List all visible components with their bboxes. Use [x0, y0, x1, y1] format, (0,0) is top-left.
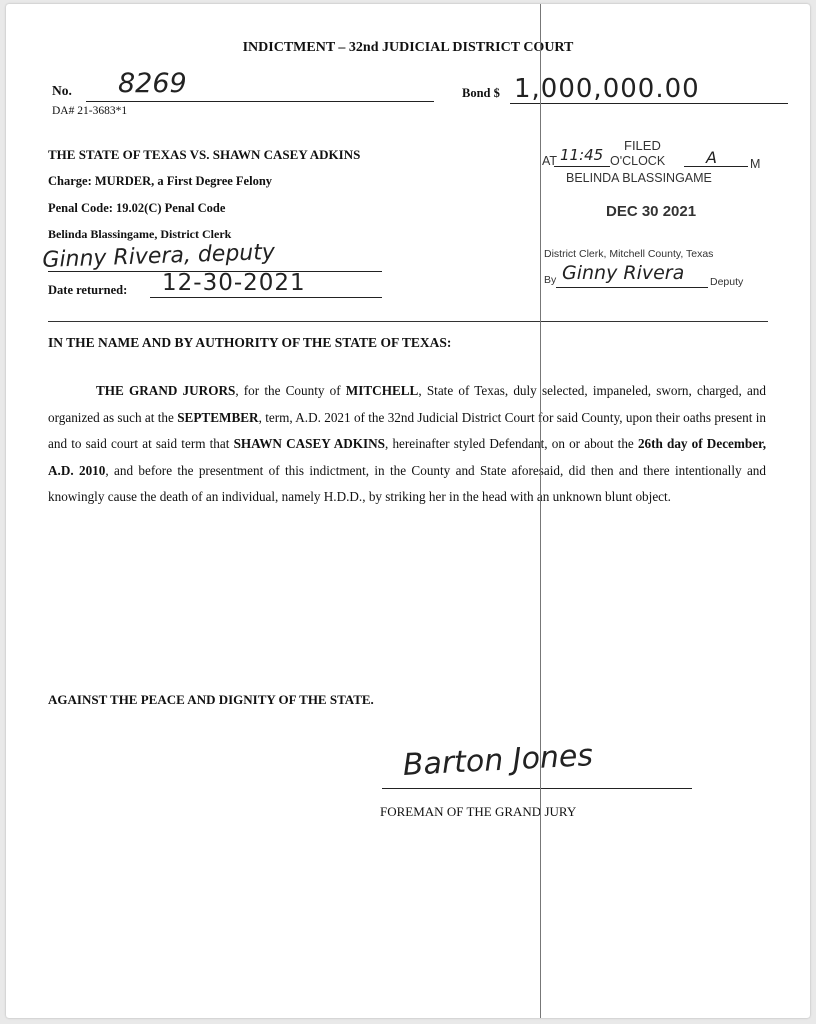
stamp-m: M: [750, 157, 761, 171]
foreman-signature: Barton Jones: [402, 738, 594, 783]
charge: Charge: MURDER, a First Degree Felony: [48, 174, 273, 188]
section-divider: [48, 321, 768, 322]
stamp-time-line: [554, 166, 610, 167]
body-text-4: , hereinafter styled Defendant, on or about the: [385, 436, 638, 451]
document-title: INDICTMENT – 32nd JUDICIAL DISTRICT COURT: [242, 40, 574, 55]
bond-line: [510, 103, 788, 104]
body-text-2: , State of Texas, duly selected, impaneled, sworn, charged, and organized as such at the: [48, 383, 766, 425]
county-name: MITCHELL: [345, 383, 419, 398]
closing-statement: AGAINST THE PEACE AND DIGNITY OF THE STATE.: [48, 692, 374, 707]
body-text-1: , for the County of: [235, 383, 346, 398]
indictment-body: [48, 378, 766, 511]
stamp-clerk-name: BELINDA BLASSINGAME: [566, 171, 712, 185]
offense-date: 26th day of December, A.D. 2010: [48, 436, 767, 478]
grand-jurors: THE GRAND JURORS: [96, 383, 236, 398]
date-returned-value: 12-30-2021: [162, 270, 306, 296]
district-clerk: Belinda Blassingame, District Clerk: [48, 227, 232, 241]
stamp-by-label: By: [544, 274, 557, 286]
stamp-am-line: [684, 166, 748, 167]
body-text-3: , term, A.D. 2021 of the 32nd Judicial District Court for said County, upon their oaths present in and to said court at said term that: [48, 409, 766, 451]
date-returned-line: [150, 297, 382, 298]
defendant-name: SHAWN CASEY ADKINS: [233, 436, 386, 451]
penal-code: Penal Code: 19.02(C) Penal Code: [48, 201, 226, 215]
stamp-at-label: AT: [542, 154, 558, 168]
authority-heading: IN THE NAME AND BY AUTHORITY OF THE STATE OF TEXAS:: [48, 335, 452, 350]
date-returned-label: Date returned:: [48, 283, 128, 297]
bond-amount: 1,000,000.00: [514, 74, 700, 104]
stamp-date: DEC 30 2021: [606, 203, 697, 220]
stamp-time: 11:45: [560, 146, 604, 164]
case-parties: THE STATE OF TEXAS VS. SHAWN CASEY ADKINS: [48, 147, 361, 162]
foreman-label: FOREMAN OF THE GRAND JURY: [380, 804, 577, 819]
indictment-page: [6, 4, 810, 1018]
stamp-by-line: [556, 287, 708, 288]
stamp-by-signature: Ginny Rivera: [562, 262, 685, 284]
foreman-signature-line: [382, 788, 692, 789]
court-term: SEPTEMBER: [177, 409, 259, 425]
stamp-deputy-label: Deputy: [710, 276, 744, 288]
bond-label: Bond $: [462, 86, 500, 100]
case-number-value: 8269: [118, 68, 187, 99]
page-fold-crease: [540, 4, 541, 1018]
stamp-filed: FILED: [624, 138, 661, 153]
deputy-signature: Ginny Rivera, deputy: [42, 239, 276, 273]
stamp-oclock: O'CLOCK: [610, 154, 666, 168]
case-number-line: [86, 101, 434, 102]
body-text-5: , and before the presentment of this indictment, in the County and State aforesaid, did then and there intentionally and knowingly cause the death of an individual, namely H.D.D., by striking her in the head with an unknown blunt object.: [48, 462, 766, 504]
stamp-county-line: District Clerk, Mitchell County, Texas: [544, 248, 714, 260]
stamp-am: A: [706, 148, 717, 167]
case-number-label: No.: [52, 83, 72, 98]
da-number: DA# 21-3683*1: [52, 105, 128, 117]
